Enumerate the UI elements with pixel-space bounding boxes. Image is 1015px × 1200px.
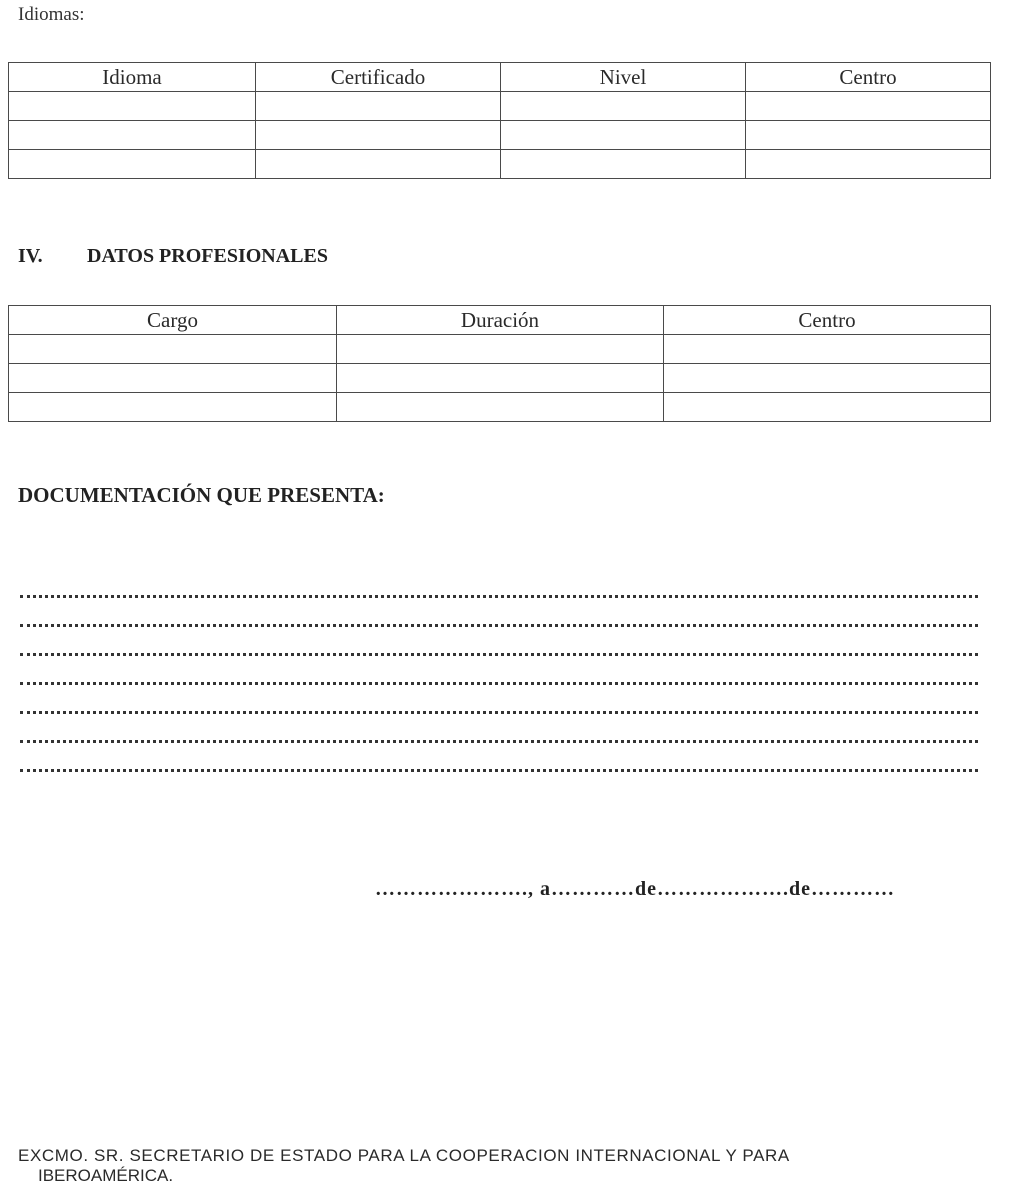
dotted-fill-line[interactable] [20, 624, 978, 627]
table-cell[interactable] [664, 393, 991, 422]
table-cell[interactable] [746, 150, 991, 179]
idiomas-label: Idiomas: [18, 4, 85, 25]
profesionales-header-row [9, 306, 991, 335]
column-header-duracion: Duración [337, 306, 664, 335]
table-row [9, 393, 991, 422]
addressee-line-2: IBEROAMÉRICA. [38, 1166, 174, 1185]
column-header-cargo: Cargo [9, 306, 337, 335]
table-cell[interactable] [256, 121, 501, 150]
table-cell[interactable] [9, 92, 256, 121]
dotted-fill-line[interactable] [20, 682, 978, 685]
section-number: IV. [18, 245, 43, 267]
column-header-idioma: Idioma [9, 63, 256, 92]
idiomas-table [8, 62, 991, 179]
table-cell[interactable] [9, 121, 256, 150]
table-cell[interactable] [664, 335, 991, 364]
date-place-line: …………………., a…………de……………….de………… [375, 878, 895, 900]
dotted-fill-line[interactable] [20, 595, 978, 598]
idiomas-header-row [9, 63, 991, 92]
dotted-fill-line[interactable] [20, 653, 978, 656]
documentacion-heading: DOCUMENTACIÓN QUE PRESENTA: [18, 483, 385, 507]
table-row [9, 335, 991, 364]
table-cell[interactable] [9, 364, 337, 393]
table-row [9, 92, 991, 121]
dotted-fill-line[interactable] [20, 740, 978, 743]
table-cell[interactable] [337, 393, 664, 422]
table-row [9, 150, 991, 179]
table-cell[interactable] [9, 393, 337, 422]
table-cell[interactable] [664, 364, 991, 393]
table-cell[interactable] [501, 150, 746, 179]
table-cell[interactable] [337, 364, 664, 393]
column-header-centro: Centro [664, 306, 991, 335]
table-cell[interactable] [9, 150, 256, 179]
table-cell[interactable] [256, 92, 501, 121]
dotted-fill-line[interactable] [20, 769, 978, 772]
table-row [9, 364, 991, 393]
addressee-line-1: EXCMO. SR. SECRETARIO DE ESTADO PARA LA COOPERACION INTERNACIONAL Y PARA [18, 1146, 790, 1165]
table-cell[interactable] [337, 335, 664, 364]
table-cell[interactable] [501, 92, 746, 121]
column-header-nivel: Nivel [501, 63, 746, 92]
table-cell[interactable] [256, 150, 501, 179]
table-cell[interactable] [501, 121, 746, 150]
section-title: DATOS PROFESIONALES [87, 245, 328, 267]
table-cell[interactable] [746, 92, 991, 121]
column-header-certificado: Certificado [256, 63, 501, 92]
datos-profesionales-table [8, 305, 991, 422]
table-cell[interactable] [9, 335, 337, 364]
column-header-centro: Centro [746, 63, 991, 92]
dotted-fill-line[interactable] [20, 711, 978, 714]
table-cell[interactable] [746, 121, 991, 150]
table-row [9, 121, 991, 150]
